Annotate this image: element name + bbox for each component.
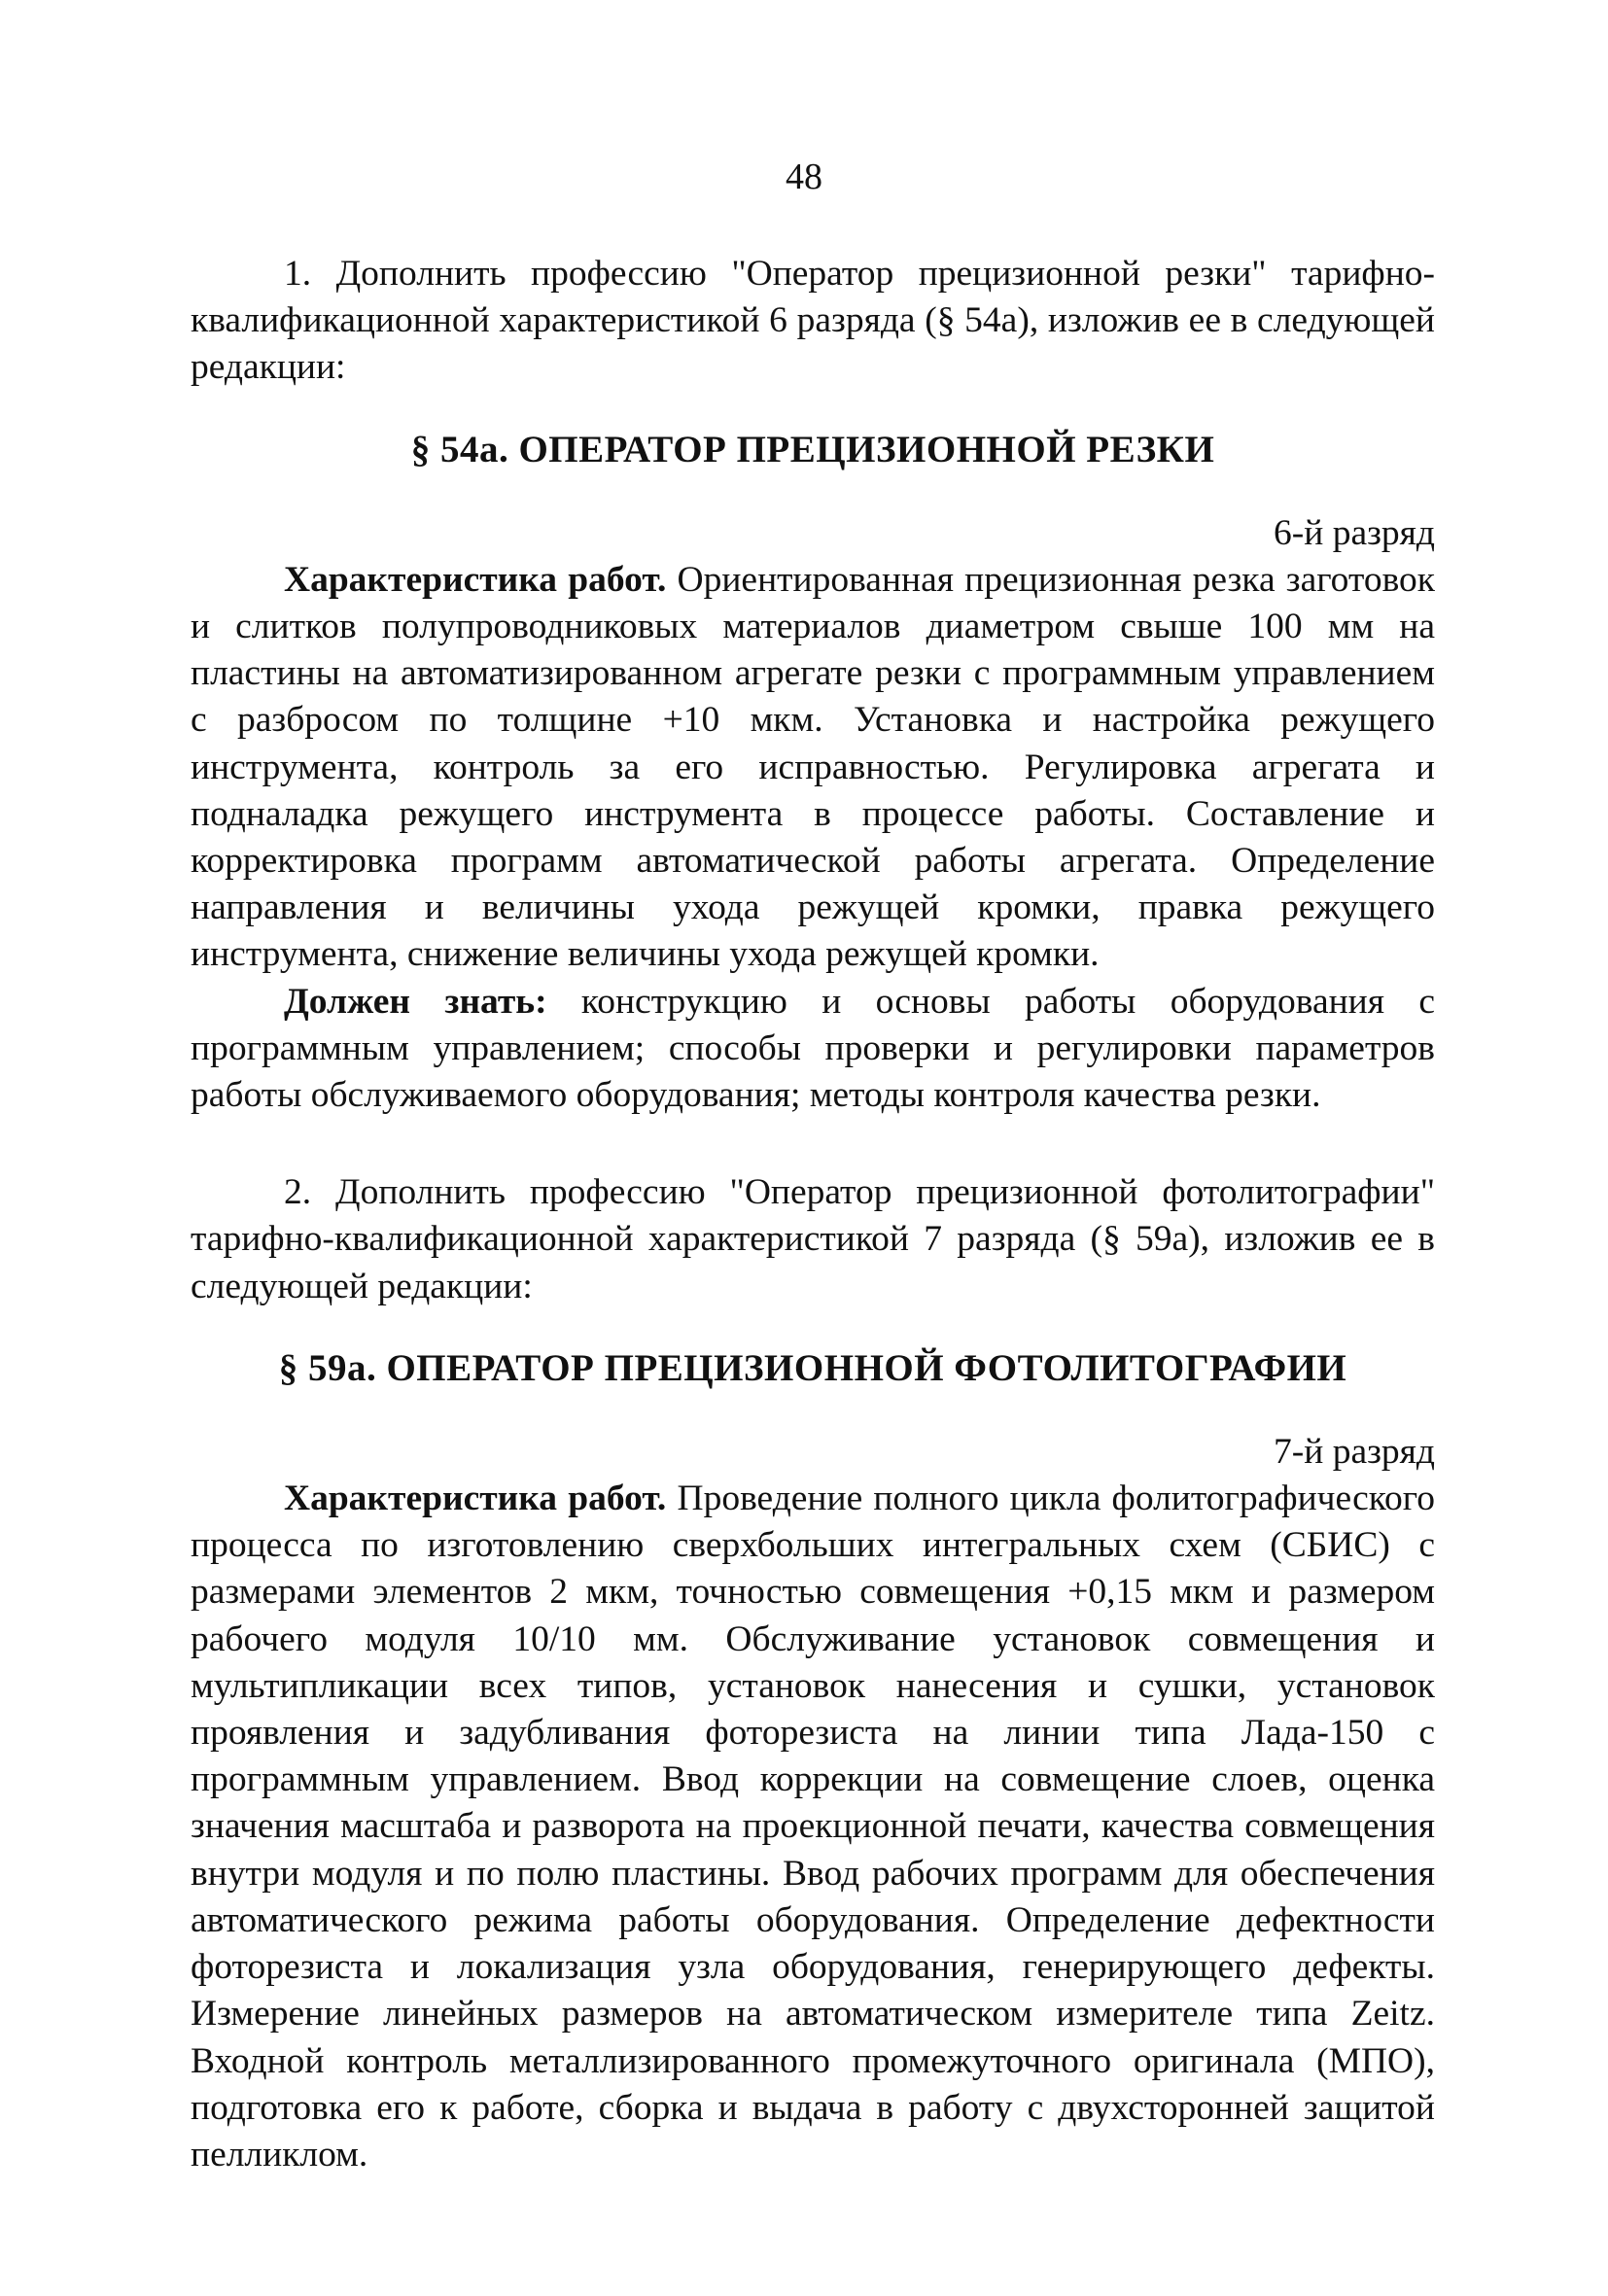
item-1-char-text: Ориентированная прецизионная резка заготовок и слитков полупроводниковых материалов диаметром свыше 100 мм на пластины на автоматизированном агрегате резки с программным управлением с разбросом по толщине +10 мкм. Установка и настройка режущего инструмента, контроль за его исправностью. Регулировка агрегата и подналадка режущего инструмента в процессе работы. Составление и корректировка программ автоматической работы агрегата. Определение направления и величины ухода режущей кромки, правка режущего инструмента, снижение величины ухода режущей кромки. <box>191 559 1436 975</box>
item-2-section-heading: § 59а. ОПЕРАТОР ПРЕЦИЗИОННОЙ ФОТОЛИТОГРАФИИ <box>278 1346 1347 1389</box>
item-1-char-label: Характеристика работ. <box>284 559 667 600</box>
item-1-section-heading: § 54а. ОПЕРАТОР ПРЕЦИЗИОННОЙ РЕЗКИ <box>410 428 1215 470</box>
page-content <box>191 251 1435 2178</box>
item-2-char-text: Проведение полного цикла фолитографического процесса по изготовлению сверхбольших интегральных схем (СБИС) с размерами элементов 2 мкм, точностью совмещения +0,15 мкм и размером рабочего модуля 10/10 мм. Обслуживание установок совмещения и мультипликации всех типов, установок нанесения и сушки, установок проявления и задубливания фоторезиста на линии типа Лада-150 с программным управлением. Ввод коррекции на совмещение слоев, оценка значения масштаба и разворота на проекционной печати, качества совмещения внутри модуля и по полю пластины. Ввод рабочих программ для обеспечения автоматического режима работы оборудования. Определение дефектности фоторезиста и локализация узла оборудования, генерирующего дефекты. Измерение линейных размеров на автоматическом измерителе типа Zeitz. Входной контроль металлизированного промежуточного оригинала (МПО), подготовка его к работе, сборка и выдача в работу с двухсторонней защитой пелликлом. <box>191 1478 1435 2174</box>
item-1-work-characteristics <box>191 557 1435 979</box>
item-1-grade: 6-й разряд <box>1274 512 1435 553</box>
item-1-know-label: Должен знать: <box>284 981 547 1022</box>
item-2-intro: 2. Дополнить профессию "Оператор прецизионной фотолитографии" тарифно-квалификационной характеристикой 7 разряда (§ 59а), изложив ее в следующей редакции: <box>191 1172 1435 1306</box>
item-2-char-label: Характеристика работ. <box>284 1478 667 1519</box>
item-2-work-characteristics <box>191 1476 1435 2178</box>
item-1-know-text: конструкцию и основы работы оборудования с программным управлением; способы проверки и регулировки параметров работы обслуживаемого оборудования; методы контроля качества резки. <box>191 981 1435 1116</box>
item-1-intro: 1. Дополнить профессию "Оператор прецизионной резки" тарифно-квалификационной характеристикой 6 разряда (§ 54а), изложив ее в следующей редакции: <box>191 254 1435 388</box>
item-1-must-know <box>191 979 1435 1120</box>
page-number: 48 <box>786 157 822 197</box>
item-2-grade: 7-й разряд <box>1274 1431 1435 1472</box>
